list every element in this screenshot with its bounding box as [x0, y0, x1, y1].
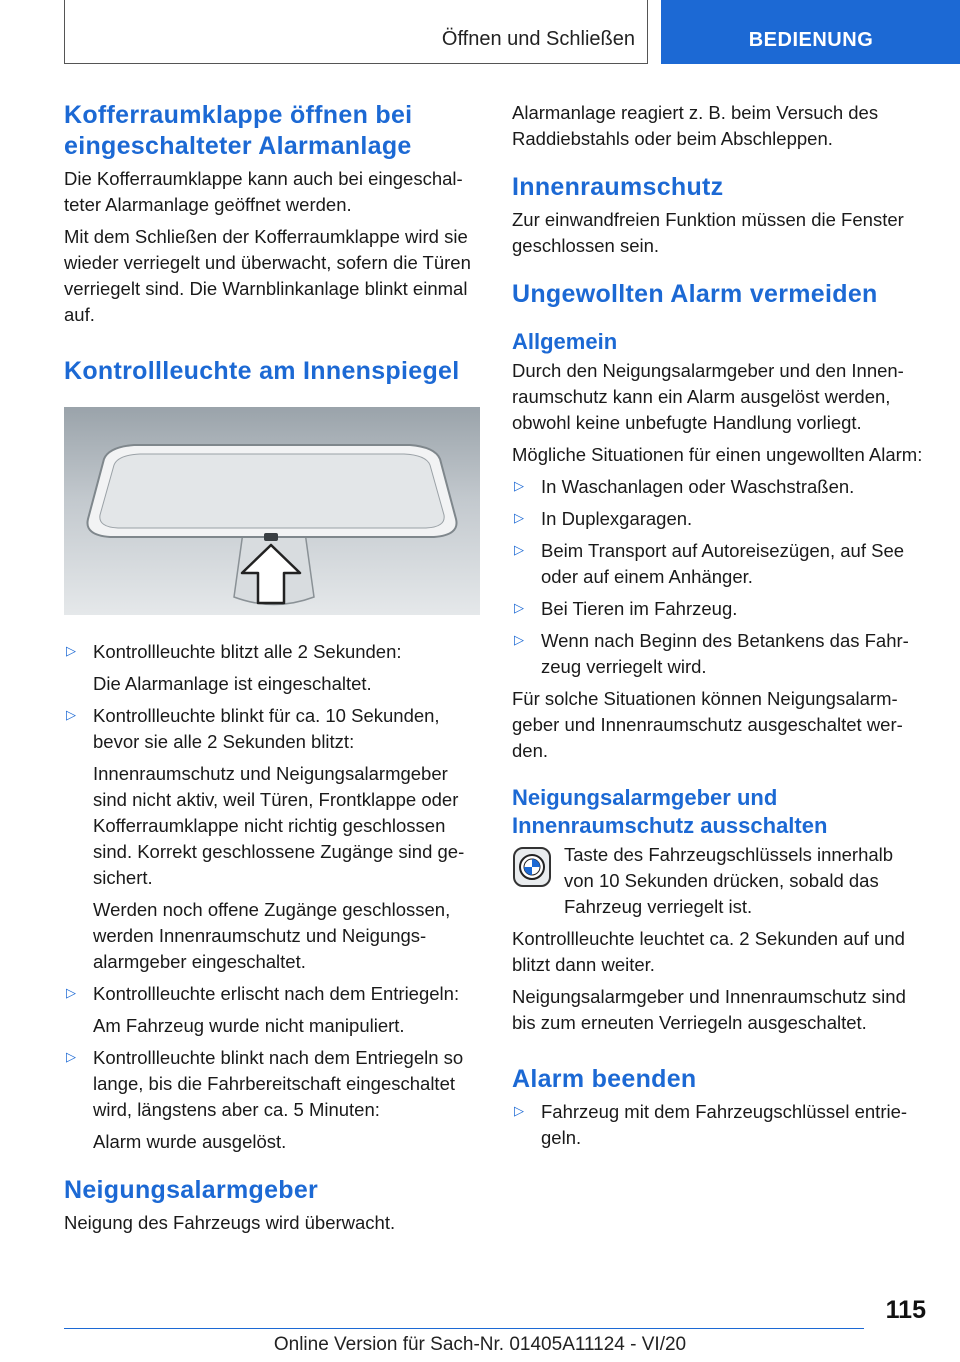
header-chapter-title: BEDIENUNG: [748, 29, 874, 51]
mirror-illustration: [64, 407, 480, 615]
list-item-text: In Waschanlagen oder Waschstraßen.: [541, 476, 855, 497]
list-item: [512, 506, 924, 532]
footer-version-text: Online Version für Sach-Nr. 01405A11124 - VI/20: [273, 1334, 687, 1355]
page-number: 115: [885, 1296, 926, 1324]
right-column: [512, 100, 924, 1157]
paragraph: Neigung des Fahrzeugs wird überwacht.: [64, 1212, 396, 1233]
list-item-subtext: Innenraumschutz und Neigungsalarmgeber sind nicht aktiv, weil Türen, Frontklappe oder Kofferraumklappe nicht richtig geschlossen sind. Korrekt geschlossene Zugänge sind ge-sichert.: [93, 763, 465, 888]
list-item-text: Kontrollleuchte blinkt nach dem Entriegeln so lange, bis die Fahrbereitschaft eingeschaltet wird, längstens aber ca. 5 Minuten:: [93, 1047, 464, 1120]
paragraph: Zur einwandfreien Funktion müssen die Fenster geschlossen sein.: [512, 209, 904, 256]
triangle-right-icon: ▷: [66, 1049, 76, 1064]
heading-tilt-sensor: Neigungsalarmgeber: [64, 1176, 319, 1204]
list-item-text: Kontrollleuchte blinkt für ca. 10 Sekunden, bevor sie alle 2 Sekunden blitzt:: [93, 705, 440, 752]
paragraph: Durch den Neigungsalarmgeber und den Innen-raumschutz kann ein Alarm ausgelöst werden, obwohl keine unbefugte Handlung vorliegt.: [512, 360, 904, 433]
left-column: [64, 100, 482, 1242]
heading-general: Allgemein: [512, 329, 618, 354]
key-instruction: [512, 842, 924, 920]
paragraph: Alarmanlage reagiert z. B. beim Versuch des Raddiebstahls oder beim Abschleppen.: [512, 102, 879, 149]
list-item: [64, 703, 482, 975]
stop-alarm-list: [512, 1099, 924, 1151]
heading-interior-protection: Innenraumschutz: [512, 173, 724, 201]
list-item-text: In Duplexgaragen.: [541, 508, 693, 529]
list-item-text: Wenn nach Beginn des Betankens das Fahr-zeug verriegelt wird.: [541, 630, 909, 677]
list-item-text: Kontrollleuchte erlischt nach dem Entriegeln:: [93, 983, 460, 1004]
heading-switch-off: Neigungsalarmgeber und Innenraumschutz ausschalten: [512, 785, 828, 838]
triangle-right-icon: ▷: [66, 707, 76, 722]
list-item-text: Fahrzeug mit dem Fahrzeugschlüssel entrie-geln.: [541, 1101, 908, 1148]
triangle-right-icon: ▷: [514, 600, 524, 615]
triangle-right-icon: ▷: [514, 510, 524, 525]
list-item-subtext: Die Alarmanlage ist eingeschaltet.: [93, 673, 372, 694]
list-item-text: Kontrollleuchte blitzt alle 2 Sekunden:: [93, 641, 402, 662]
paragraph: Die Kofferraumklappe kann auch bei eingeschal-teter Alarmanlage geöffnet werden.: [64, 168, 463, 215]
paragraph: Neigungsalarmgeber und Innenraumschutz sind bis zum erneuten Verriegeln ausgeschaltet.: [512, 986, 906, 1033]
list-item-text: Bei Tieren im Fahrzeug.: [541, 598, 738, 619]
bmw-key-icon: [512, 844, 552, 888]
list-item: [512, 596, 924, 622]
indicator-list: [64, 639, 482, 1155]
footer-divider: [64, 1328, 864, 1329]
list-item: [512, 1099, 924, 1151]
list-item: [64, 981, 482, 1039]
triangle-right-icon: ▷: [514, 1103, 524, 1118]
list-item-text: Beim Transport auf Autoreisezügen, auf See oder auf einem Anhänger.: [541, 540, 905, 587]
paragraph: Für solche Situationen können Neigungsalarm-geber und Innenraumschutz ausgeschaltet wer-den.: [512, 688, 903, 761]
header-section-title: Öffnen und Schließen: [441, 28, 635, 50]
mirror-drawing: [64, 407, 480, 615]
header-chapter-tab: [661, 0, 960, 64]
list-item-subtext: Am Fahrzeug wurde nicht manipuliert.: [93, 1015, 405, 1036]
triangle-right-icon: ▷: [514, 478, 524, 493]
heading-mirror-indicator: Kontrollleuchte am Innenspiegel: [64, 357, 460, 385]
list-item-subtext: Alarm wurde ausgelöst.: [93, 1131, 287, 1152]
list-item: [512, 538, 924, 590]
list-item-subtext: Werden noch offene Zugänge geschlossen, werden Innenraumschutz und Neigungs-alarmgeber eingeschaltet.: [93, 899, 451, 972]
triangle-right-icon: ▷: [66, 985, 76, 1000]
triangle-right-icon: ▷: [514, 632, 524, 647]
header-section-box: [64, 0, 648, 64]
heading-avoid-alarm: Ungewollten Alarm vermeiden: [512, 280, 878, 308]
triangle-right-icon: ▷: [514, 542, 524, 557]
paragraph: Mit dem Schließen der Kofferraumklappe wird sie wieder verriegelt und überwacht, sofern die Türen verriegelt sind. Die Warnblinkanlage blinkt einmal auf.: [64, 226, 471, 325]
heading-trunk-alarm: Kofferraumklappe öffnen bei eingeschalteter Alarmanlage: [64, 101, 413, 160]
list-item: [64, 1045, 482, 1155]
paragraph: Kontrollleuchte leuchtet ca. 2 Sekunden auf und blitzt dann weiter.: [512, 928, 905, 975]
heading-stop-alarm: Alarm beenden: [512, 1065, 697, 1093]
paragraph: Taste des Fahrzeugschlüssels innerhalb von 10 Sekunden drücken, sobald das Fahrzeug verriegelt ist.: [564, 844, 894, 917]
list-item: [64, 639, 482, 697]
list-item: [512, 474, 924, 500]
triangle-right-icon: ▷: [66, 643, 76, 658]
situations-list: [512, 474, 924, 680]
list-item: [512, 628, 924, 680]
paragraph: Mögliche Situationen für einen ungewollten Alarm:: [512, 444, 923, 465]
